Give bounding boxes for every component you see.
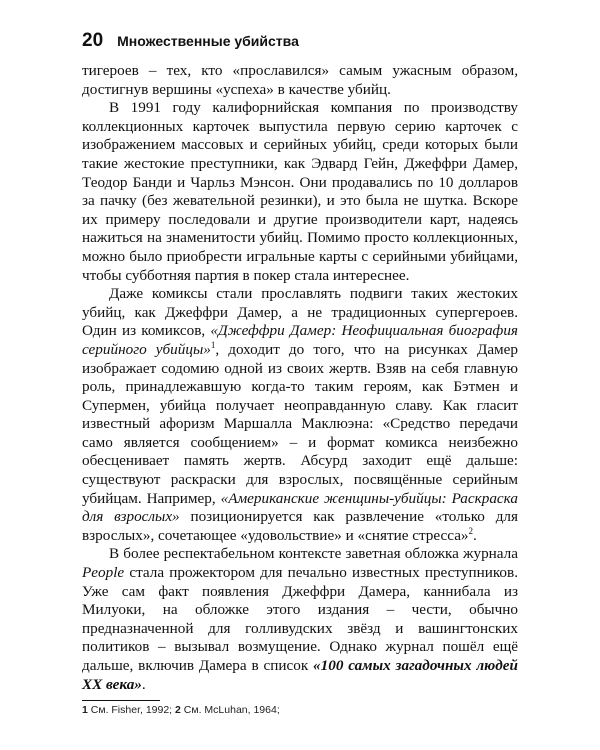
paragraph-4-text-c: стала прожектором для печально известных преступников. Уже сам факт появления Джеффри Дамера, каннибала из Милуоки, на обложке этого издания – чести, обычно предназначенной для голливудских звёзд и вашингтонских политиков – вызывал возмущение. Однако журнал пошёл ещё дальше, включив Дамера в список <box>82 564 518 674</box>
coloring-book-title: «Американские женщины-убийцы: Раскраска для взрослых» <box>82 489 518 526</box>
footnote-ref-1: 1 <box>210 339 216 350</box>
page-header <box>82 30 518 52</box>
list-title: «100 самых загадочных людей XX века» <box>82 657 518 693</box>
paragraph-3-text-f: . <box>473 526 477 544</box>
footnote-divider <box>82 700 160 701</box>
paragraph-2: В 1991 году калифорнийская компания по производству коллекционных карточек выпустила первую серию карточек с изображением массовых и серийных убийц, среди которых были такие жестокие преступники, как Эдвард Гейн, Джеффри Дамер, Теодор Банди и Чарльз Мэнсон. Они продавались по 10 долларов за пачку (без жевательной резинки), и это была не шутка. Вскоре их примеру последовали и другие производители карт, надеясь нажиться на знаменитости убийц. Помимо просто коллекционных, можно было приобрести игральные карты с серийными убийцами, чтобы субботняя партия в покер стала интереснее. <box>82 99 518 284</box>
footnote-2-number: 2 <box>175 704 181 717</box>
footnote-ref-2: 2 <box>468 525 474 536</box>
paragraph-4 <box>82 545 518 694</box>
book-page <box>82 30 518 716</box>
comic-title: «Джеффри Дамер: Неофициальная биография серийного убийцы» <box>82 322 518 358</box>
footnote-2-text: См. McLuhan, 1964; <box>180 704 280 717</box>
paragraph-3-text-c: , доходит до того, что на рисунках Дамер изображает содомию одной из своих жертв. Взяв на себя главную роль, принадлежавшую когда-то таким героям, как Бэтмен и Супермен, убийца получает неоправданную славу. Как гласит известный афоризм Маршалла Маклюэна: «Средство передачи само является сообщением» – и формат комикса неизбежно обесценивает память жертв. Абсурд заходит ещё дальше: существуют раскраски для взрослых, посвящённые серийным убийцам. Например, <box>82 340 519 507</box>
body-text <box>82 62 518 694</box>
running-title: Множественные убийства <box>117 33 299 49</box>
footnote-1-text: См. Fisher, 1992; <box>87 704 176 717</box>
paragraph-3-text-a: Даже комиксы стали прославлять подвиги таких жестоких убийц, как Джеффри Дамер, а не традиционных супергероев. Один из комиксов, <box>82 285 518 340</box>
footnotes <box>82 704 518 716</box>
paragraph-3 <box>82 285 518 545</box>
footnote-1-number: 1 <box>82 704 88 717</box>
paragraph-3-text-e: позиционируется как развлечение «только для взрослых», сочетающее «удовольствие» и «снятие стресса» <box>82 508 518 544</box>
page-number: 20 <box>82 30 104 51</box>
paragraph-4-text-a: В более респектабельном контексте заветная обложка журнала <box>109 545 518 563</box>
paragraph-1: тигероев – тех, кто «прославился» самым ужасным образом, достигнув вершины «успеха» в качестве убийц. <box>82 62 518 98</box>
paragraph-4-text-e: . <box>141 675 146 693</box>
magazine-title: People <box>82 564 125 582</box>
